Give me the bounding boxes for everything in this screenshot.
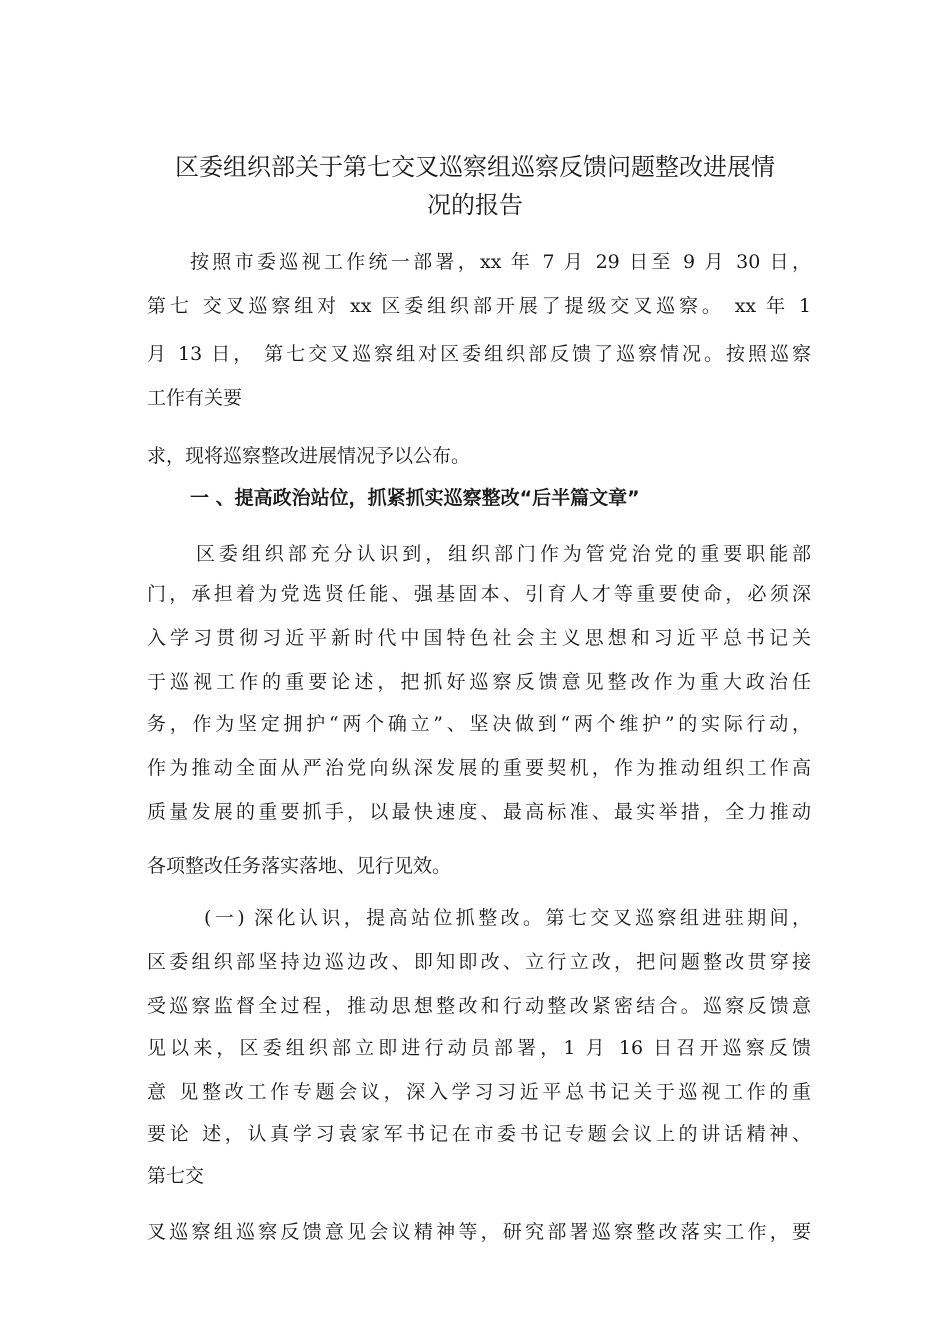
document-title-line-1: 区委组织部关于第七交叉巡察组巡察反馈问题整改进展情: [175, 153, 775, 181]
paragraph-3-line-5: 意 见整改工作专题会议，深入学习习近平总书记关于巡视工作的重: [147, 1081, 811, 1103]
paragraph-1-line-5: 求，现将巡察整改进展情况予以公布。: [147, 445, 471, 467]
document-title-line-2: 况的报告: [427, 191, 523, 219]
paragraph-2-line-2: 门，承担着为党选贤任能、强基固本、引育人才等重要使命，必须深: [147, 583, 811, 605]
paragraph-3-line-6: 要论 述，认真学习袁家军书记在市委书记专题会议上的讲话精神、: [147, 1123, 811, 1145]
section-1-heading: 一 、提高政治站位，抓紧抓实巡察整改“后半篇文章”: [190, 487, 640, 509]
paragraph-3-line-3: 受巡察监督全过程，推动思想整改和行动整改紧密结合。巡察反馈意: [147, 995, 811, 1017]
paragraph-2-line-7: 质量发展的重要抓手，以最快速度、最高标准、最实举措，全力推动: [147, 801, 811, 823]
paragraph-1-line-4: 工作有关要: [147, 387, 243, 409]
paragraph-2-line-8: 各项整改任务落实落地、见行见效。: [147, 855, 452, 877]
paragraph-3-line-8: 叉巡察组巡察反馈意见会议精神等，研究部署巡察整改落实工作，要: [147, 1221, 811, 1243]
paragraph-1-line-3: 月 13 日， 第七交叉巡察组对区委组织部反馈了巡察情况。按照巡察: [147, 343, 811, 365]
paragraph-2-line-3: 入学习贯彻习近平新时代中国特色社会主义思想和习近平总书记关: [147, 627, 811, 649]
paragraph-3-line-1: (一) 深化认识，提高站位抓整改。第七交叉巡察组进驻期间，: [204, 907, 811, 929]
paragraph-2-line-5: 务，作为坚定拥护“两个确立”、坚决做到“两个维护”的实际行动，: [147, 713, 811, 735]
paragraph-2-line-6: 作为推动全面从严治党向纵深发展的重要契机，作为推动组织工作高: [147, 757, 811, 779]
paragraph-3-line-7: 第七交: [147, 1165, 205, 1187]
paragraph-1-line-2: 第七 交叉巡察组对 xx 区委组织部开展了提级交叉巡察。 xx 年 1: [147, 295, 811, 317]
paragraph-2-line-1: 区委组织部充分认识到，组织部门作为管党治党的重要职能部: [196, 543, 811, 565]
paragraph-3-line-2: 区委组织部坚持边巡边改、即知即改、立行立改，把问题整改贯穿接: [147, 951, 811, 973]
paragraph-2-line-4: 于巡视工作的重要论述，把抓好巡察反馈意见整改作为重大政治任: [147, 671, 811, 693]
paragraph-3-line-4: 见以来，区委组织部立即进行动员部署，1 月 16 日召开巡察反馈: [147, 1037, 811, 1059]
paragraph-1-line-1: 按照市委巡视工作统一部署，xx 年 7 月 29 日至 9 月 30 日，: [190, 251, 811, 273]
